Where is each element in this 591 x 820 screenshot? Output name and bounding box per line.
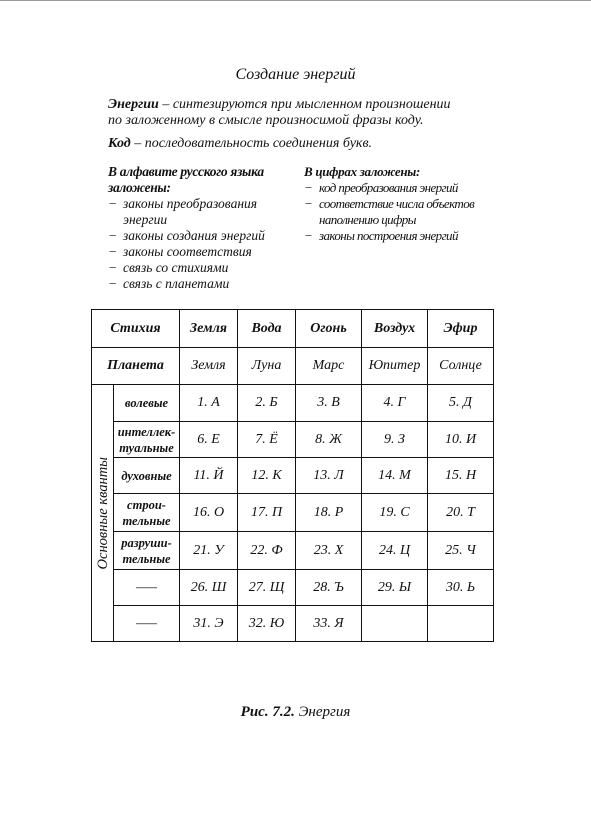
alphabet-column xyxy=(108,164,298,292)
row-label: ––– xyxy=(114,570,180,606)
list-item: − связь со стихиями xyxy=(108,260,298,276)
table-cell: Солнце xyxy=(428,348,494,385)
alphabet-heading-line1: В алфавите русского языка xyxy=(108,164,264,179)
list-item: − законы создания энергий xyxy=(108,228,298,244)
table-row xyxy=(92,458,494,494)
definition-energies-text: – синтезируются при мысленном произношении xyxy=(158,97,451,112)
table-cell: 7. Ё xyxy=(238,422,296,458)
list-item: − код преобразования энергий xyxy=(304,180,504,196)
table-cell: 18. Р xyxy=(296,494,362,532)
list-item-cont: наполнению цифры xyxy=(319,212,416,227)
energy-table xyxy=(91,309,494,642)
header-cell: Стихия xyxy=(92,310,180,348)
page-top-rule xyxy=(0,0,591,1)
table-cell: 16. О xyxy=(180,494,238,532)
table-cell: 3. В xyxy=(296,385,362,422)
table-cell xyxy=(362,606,428,642)
table-cell: 10. И xyxy=(428,422,494,458)
table-cell: 21. У xyxy=(180,532,238,570)
table-cell xyxy=(428,606,494,642)
row-label: строи- тельные xyxy=(114,494,180,532)
table-cell: 2. Б xyxy=(238,385,296,422)
header-cell: Эфир xyxy=(428,310,494,348)
term-energies: Энергии xyxy=(108,97,159,112)
definition-energies-text-cont: по заложенному в смысле произносимой фразы коду. xyxy=(108,113,424,128)
header-cell: Воздух xyxy=(362,310,428,348)
table-cell: 8. Ж xyxy=(296,422,362,458)
row-label: ––– xyxy=(114,606,180,642)
alphabet-list xyxy=(108,196,298,292)
table-cell: 14. М xyxy=(362,458,428,494)
table-cell: 6. Е xyxy=(180,422,238,458)
table-cell: 1. А xyxy=(180,385,238,422)
header-cell: Земля xyxy=(180,310,238,348)
table-header-row xyxy=(92,310,494,348)
digits-column xyxy=(304,164,504,244)
alphabet-heading-line2: заложены: xyxy=(108,180,171,195)
figure-caption-label: Рис. 7.2. xyxy=(240,704,295,720)
list-item: − соответствие числа объектов наполнению цифры xyxy=(304,196,504,228)
table-cell: 19. С xyxy=(362,494,428,532)
table-cell: 24. Ц xyxy=(362,532,428,570)
table-cell: 25. Ч xyxy=(428,532,494,570)
table-cell: Юпитер xyxy=(362,348,428,385)
table-cell: 17. П xyxy=(238,494,296,532)
table-row xyxy=(92,606,494,642)
planet-label: Планета xyxy=(92,348,180,385)
list-item: − связь с планетами xyxy=(108,276,298,292)
table-cell: 29. Ы xyxy=(362,570,428,606)
table-row xyxy=(92,570,494,606)
alphabet-heading xyxy=(108,164,298,196)
table-cell: 30. Ь xyxy=(428,570,494,606)
table-cell: 9. З xyxy=(362,422,428,458)
list-item: − законы соответствия xyxy=(108,244,298,260)
digits-list xyxy=(304,180,504,244)
table-cell: 11. Й xyxy=(180,458,238,494)
table-cell: 26. Ш xyxy=(180,570,238,606)
table-cell: 28. Ъ xyxy=(296,570,362,606)
table-cell: 4. Г xyxy=(362,385,428,422)
header-cell: Вода xyxy=(238,310,296,348)
table-cell: Луна xyxy=(238,348,296,385)
definition-code-text: – последовательность соединения букв. xyxy=(130,136,373,151)
table-cell: 33. Я xyxy=(296,606,362,642)
table-row xyxy=(92,422,494,458)
table-cell: Марс xyxy=(296,348,362,385)
table-cell: Земля xyxy=(180,348,238,385)
table-cell: 22. Ф xyxy=(238,532,296,570)
table-cell: 13. Л xyxy=(296,458,362,494)
row-label: духовные xyxy=(114,458,180,494)
planet-row xyxy=(92,348,494,385)
row-label: волевые xyxy=(114,385,180,422)
figure-caption xyxy=(0,704,591,721)
page-title: Создание энергий xyxy=(235,66,356,83)
definition-code xyxy=(108,136,508,152)
table-cell: 31. Э xyxy=(180,606,238,642)
table-cell: 15. Н xyxy=(428,458,494,494)
figure-caption-text: Энергия xyxy=(294,704,351,720)
row-label: интеллек- туальные xyxy=(114,422,180,458)
list-item: − законы преобразования энергии xyxy=(108,196,298,228)
term-code: Код xyxy=(108,136,131,151)
list-item: − законы построения энергий xyxy=(304,228,504,244)
table-cell: 27. Щ xyxy=(238,570,296,606)
table-cell: 23. Х xyxy=(296,532,362,570)
side-label-cell xyxy=(92,385,114,642)
digits-heading: В цифрах заложены: xyxy=(304,164,420,179)
list-item-cont: энергии xyxy=(123,212,168,227)
row-label: разруши- тельные xyxy=(114,532,180,570)
header-cell: Огонь xyxy=(296,310,362,348)
table-row xyxy=(92,385,494,422)
table-cell: 12. К xyxy=(238,458,296,494)
table-row xyxy=(92,494,494,532)
table-cell: 20. Т xyxy=(428,494,494,532)
definition-energies xyxy=(108,97,508,129)
side-label: Основные кванты xyxy=(94,456,111,570)
table-cell: 32. Ю xyxy=(238,606,296,642)
table-row xyxy=(92,532,494,570)
table-cell: 5. Д xyxy=(428,385,494,422)
